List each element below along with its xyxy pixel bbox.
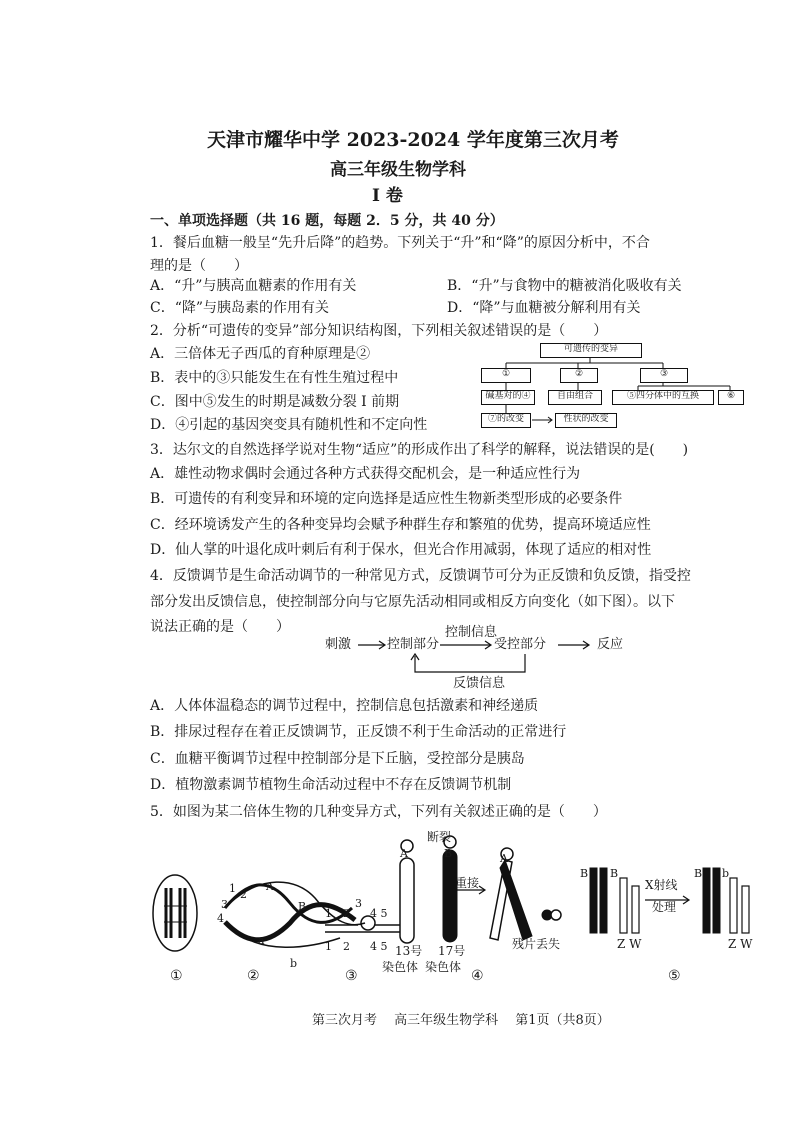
fig-label-3: ③ [345, 968, 358, 984]
fig-label-5: ⑤ [668, 968, 681, 984]
q2-option-b: B．表中的③只能发生在有性生殖过程中 [150, 370, 399, 386]
fig5-gene-b-right: B [694, 867, 703, 880]
fig-chr17-word: 染色体 [425, 960, 462, 974]
fig2-label-2: 2 [240, 888, 247, 901]
q3-option-c: C．经环境诱发产生的各种变异均会赋予种群生存和繁殖的优势，提高环境适应性 [150, 517, 651, 533]
feedback-stimulus: 刺激 [325, 637, 352, 652]
diagram-node-3: ③ [640, 368, 688, 383]
fig2-label-3: 3 [221, 898, 228, 911]
q1-stem-line1: 1．餐后血糖一般呈“先升后降”的趋势。下列关于“升”和“降”的原因分析中，不合 [150, 235, 650, 251]
feedback-control-info: 控制信息 [445, 625, 498, 640]
q1-option-d: D．“降”与血糖被分解利用有关 [447, 300, 641, 316]
q2-stem: 2．分析“可遗传的变异”部分知识结构图，下列相关叙述错误的是（ ） [150, 323, 608, 339]
q1-option-a: A．“升”与胰高血糖素的作用有关 [150, 278, 357, 294]
exam-subtitle: 高三年级生物学科 [330, 160, 466, 180]
feedback-response: 反应 [597, 637, 624, 652]
diagram-node-6: ⑤四分体中的互换 [612, 390, 714, 405]
fig3-top-45: 4 5 [370, 907, 388, 920]
q4-stem-line2: 部分发出反馈信息，使控制部分向与它原先活动相同或相反方向变化（如下图）。以下 [150, 594, 675, 610]
fig-break-label: 断裂 [427, 830, 452, 844]
q1-stem-line2: 理的是（ ） [150, 258, 248, 274]
q3-option-a: A．雄性动物求偶时会通过各种方式获得交配机会，是一种适应性行为 [150, 466, 581, 482]
figure-4-translocation [400, 836, 561, 943]
feedback-controlled-part: 受控部分 [494, 637, 547, 652]
fig-label-4: ④ [471, 968, 484, 984]
fig3-top-1: 1 [325, 907, 332, 920]
fig5-zw-right: Z W [728, 937, 753, 951]
q2-option-d: D．④引起的基因突变具有随机性和不定向性 [150, 417, 428, 433]
section-heading: 一、单项选择题（共 16 题，每题 2．5 分，共 40 分） [150, 213, 504, 229]
fig-loss-label: 残片丢失 [512, 937, 561, 951]
fig-join-label: 重接 [455, 876, 480, 890]
fig3-bottom-1: 1 [325, 940, 332, 953]
fig5-gene-b-left-1: B [580, 867, 589, 880]
diagram-node-2: ② [560, 368, 598, 383]
q3-option-b: B．可遗传的有利变异和环境的定向选择是适应性生物新类型形成的必要条件 [150, 491, 623, 507]
volume-label: I 卷 [372, 186, 403, 206]
q5-stem: 5．如图为某二倍体生物的几种变异方式，下列有关叙述正确的是（ ） [150, 804, 607, 820]
figure-1-cell [153, 875, 197, 951]
fig2-gene-a-upper: A [266, 880, 274, 893]
fig2-label-4: 4 [217, 912, 224, 925]
q3-stem: 3．达尔文的自然选择学说对生物“适应”的形成作出了科学的解释，说法错误的是( ) [150, 442, 689, 458]
fig-gene-a-13: A [400, 847, 408, 860]
diagram-node-8: ⑦的改变 [481, 413, 531, 428]
fig-chr13-word: 染色体 [382, 960, 419, 974]
fig3-bottom-45: 4 5 [370, 940, 388, 953]
fig-label-1: ① [170, 968, 183, 984]
fig5-zw-left: Z W [617, 937, 642, 951]
q3-option-d: D．仙人掌的叶退化成叶刺后有利于保水，但光合作用减弱，体现了适应的相对性 [150, 542, 652, 558]
diagram-node-9: 性状的改变 [555, 413, 617, 428]
diagram-node-7: ⑥ [718, 390, 744, 405]
fig-gene-a-joined: A [500, 852, 508, 865]
q4-option-d: D．植物激素调节植物生命活动过程中不存在反馈调节机制 [150, 777, 512, 793]
fig5-treatment-label: 处理 [652, 900, 677, 914]
q4-option-c: C．血糖平衡调节过程中控制部分是下丘脑，受控部分是胰岛 [150, 751, 525, 767]
fig3-top-2: 2 [343, 907, 350, 920]
fig2-gene-b-lower: b [290, 957, 298, 970]
fig5-gene-b-left-2: B [610, 867, 619, 880]
fig-chr13-number: 13号 [395, 944, 423, 958]
fig-chr17-number: 17号 [438, 944, 466, 958]
q2-option-a: A．三倍体无子西瓜的育种原理是② [150, 346, 371, 362]
q4-stem-line3: 说法正确的是（ ） [150, 619, 290, 635]
page-footer: 第三次月考 高三年级生物学科 第1页（共8页） [312, 1013, 610, 1028]
fig5-xray-label: X射线 [645, 878, 678, 892]
diagram-root-box: 可遗传的变异 [540, 343, 642, 358]
fig3-top-3: 3 [355, 897, 362, 910]
fig-label-2: ② [247, 968, 260, 984]
fig2-gene-b-upper: B [298, 900, 307, 913]
diagram-node-1: ① [481, 368, 531, 383]
q4-option-a: A．人体体温稳态的调节过程中，控制信息包括激素和神经递质 [150, 698, 539, 714]
exam-title: 天津市耀华中学 2023-2024 学年度第三次月考 [207, 129, 619, 151]
fig2-gene-a-lower: a [258, 934, 265, 947]
feedback-control-part: 控制部分 [387, 637, 440, 652]
fig2-label-1: 1 [229, 882, 236, 895]
q1-option-b: B．“升”与食物中的糖被消化吸收有关 [447, 278, 682, 294]
fig3-bottom-2: 2 [343, 940, 350, 953]
q4-stem-line1: 4．反馈调节是生命活动调节的一种常见方式，反馈调节可分为正反馈和负反馈，指受控 [150, 568, 691, 584]
q1-option-c: C．“降”与胰岛素的作用有关 [150, 300, 330, 316]
fig5-gene-small-b-right: b [722, 867, 730, 880]
feedback-info-label: 反馈信息 [453, 676, 506, 691]
q4-option-b: B．排尿过程存在着正反馈调节，正反馈不利于生命活动的正常进行 [150, 724, 567, 740]
diagram-node-4: 碱基对的④ [481, 390, 535, 405]
q2-option-c: C．图中⑤发生的时期是减数分裂 I 前期 [150, 394, 400, 410]
fig-gene-b-17: B [444, 847, 453, 860]
diagram-node-5: 自由组合 [548, 390, 602, 405]
